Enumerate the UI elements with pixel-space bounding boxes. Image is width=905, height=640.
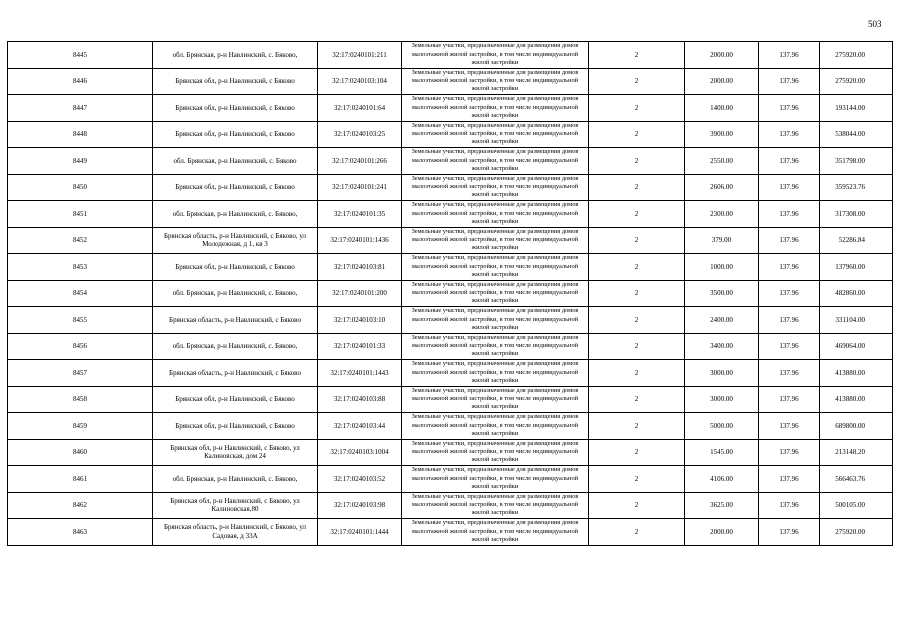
address-cell: Брянская область, р-н Навлинский, с Бяково [153, 360, 318, 387]
land-use-cell: Земельные участки, предназначенные для размещения домов малоэтажной жилой застройки, в том числе индивидуальной жилой застройки [402, 413, 589, 440]
group-number-cell: 2 [589, 280, 685, 307]
cadastral-cost-cell: 52286.84 [820, 227, 893, 254]
cadastral-cost-cell: 359523.76 [820, 174, 893, 201]
area-cell: 3000.00 [685, 360, 759, 387]
cadastral-cost-cell: 137960.00 [820, 254, 893, 281]
row-number-cell: 8459 [8, 413, 153, 440]
specific-value-cell: 137.96 [759, 280, 820, 307]
specific-value-cell: 137.96 [759, 519, 820, 546]
cadastral-number-cell: 32:17:0240103:98 [318, 492, 402, 519]
specific-value-cell: 137.96 [759, 42, 820, 69]
land-plot-registry-table [7, 41, 893, 546]
cadastral-number-cell: 32:17:0240103:104 [318, 68, 402, 95]
land-use-cell: Земельные участки, предназначенные для размещения домов малоэтажной жилой застройки, в том числе индивидуальной жилой застройки [402, 519, 589, 546]
row-number-cell: 8449 [8, 148, 153, 175]
specific-value-cell: 137.96 [759, 201, 820, 228]
row-number-cell: 8445 [8, 42, 153, 69]
specific-value-cell: 137.96 [759, 68, 820, 95]
cadastral-cost-cell: 689800.00 [820, 413, 893, 440]
table-row [8, 413, 893, 440]
group-number-cell: 2 [589, 121, 685, 148]
cadastral-number-cell: 32:17:0240101:200 [318, 280, 402, 307]
land-use-cell: Земельные участки, предназначенные для размещения домов малоэтажной жилой застройки, в том числе индивидуальной жилой застройки [402, 174, 589, 201]
area-cell: 2000.00 [685, 519, 759, 546]
cadastral-cost-cell: 500105.00 [820, 492, 893, 519]
cadastral-cost-cell: 538044.00 [820, 121, 893, 148]
group-number-cell: 2 [589, 95, 685, 122]
table-row [8, 121, 893, 148]
area-cell: 5000.00 [685, 413, 759, 440]
cadastral-cost-cell: 566463.76 [820, 466, 893, 493]
area-cell: 3900.00 [685, 121, 759, 148]
area-cell: 2400.00 [685, 307, 759, 334]
row-number-cell: 8457 [8, 360, 153, 387]
specific-value-cell: 137.96 [759, 121, 820, 148]
table-row [8, 68, 893, 95]
specific-value-cell: 137.96 [759, 439, 820, 466]
area-cell: 2550.00 [685, 148, 759, 175]
group-number-cell: 2 [589, 519, 685, 546]
table-row [8, 360, 893, 387]
land-use-cell: Земельные участки, предназначенные для размещения домов малоэтажной жилой застройки, в том числе индивидуальной жилой застройки [402, 466, 589, 493]
area-cell: 3500.00 [685, 280, 759, 307]
cadastral-number-cell: 32:17:0240101:64 [318, 95, 402, 122]
group-number-cell: 2 [589, 227, 685, 254]
row-number-cell: 8455 [8, 307, 153, 334]
area-cell: 2000.00 [685, 68, 759, 95]
table-row [8, 227, 893, 254]
cadastral-cost-cell: 193144.00 [820, 95, 893, 122]
area-cell: 2606.00 [685, 174, 759, 201]
row-number-cell: 8463 [8, 519, 153, 546]
address-cell: Брянская обл, р-н Навлинский, с Бяково [153, 413, 318, 440]
address-cell: Брянская область, р-н Навлинский, с Бяково [153, 307, 318, 334]
cadastral-cost-cell: 317308.00 [820, 201, 893, 228]
table-row [8, 439, 893, 466]
address-cell: Брянская обл, р-н Навлинский, с Бяково [153, 121, 318, 148]
group-number-cell: 2 [589, 148, 685, 175]
table-row [8, 307, 893, 334]
specific-value-cell: 137.96 [759, 360, 820, 387]
row-number-cell: 8447 [8, 95, 153, 122]
row-number-cell: 8453 [8, 254, 153, 281]
land-use-cell: Земельные участки, предназначенные для размещения домов малоэтажной жилой застройки, в том числе индивидуальной жилой застройки [402, 121, 589, 148]
group-number-cell: 2 [589, 174, 685, 201]
area-cell: 1000.00 [685, 254, 759, 281]
table-row [8, 386, 893, 413]
address-cell: обл. Брянская, р-н Навлинский, с. Бяково, [153, 280, 318, 307]
cadastral-number-cell: 32:17:0240101:1436 [318, 227, 402, 254]
land-use-cell: Земельные участки, предназначенные для размещения домов малоэтажной жилой застройки, в том числе индивидуальной жилой застройки [402, 42, 589, 69]
specific-value-cell: 137.96 [759, 386, 820, 413]
page-number: 503 [868, 19, 882, 29]
cadastral-cost-cell: 275920.00 [820, 519, 893, 546]
cadastral-number-cell: 32:17:0240101:266 [318, 148, 402, 175]
land-use-cell: Земельные участки, предназначенные для размещения домов малоэтажной жилой застройки, в том числе индивидуальной жилой застройки [402, 227, 589, 254]
land-use-cell: Земельные участки, предназначенные для размещения домов малоэтажной жилой застройки, в том числе индивидуальной жилой застройки [402, 360, 589, 387]
address-cell: Брянская область, р-н Навлинский, с Бяково, ул Молодежная, д 1, кв 3 [153, 227, 318, 254]
address-cell: Брянская обл, р-н Навлинский, с Бяково, ул Калиновская, дом 24 [153, 439, 318, 466]
area-cell: 1545.00 [685, 439, 759, 466]
cadastral-cost-cell: 331104.00 [820, 307, 893, 334]
address-cell: Брянская область, р-н Навлинский, с Бяково, ул Садовая, д 33А [153, 519, 318, 546]
land-use-cell: Земельные участки, предназначенные для размещения домов малоэтажной жилой застройки, в том числе индивидуальной жилой застройки [402, 280, 589, 307]
group-number-cell: 2 [589, 386, 685, 413]
specific-value-cell: 137.96 [759, 254, 820, 281]
cadastral-number-cell: 32:17:0240103:52 [318, 466, 402, 493]
group-number-cell: 2 [589, 333, 685, 360]
cadastral-cost-cell: 413880.00 [820, 360, 893, 387]
specific-value-cell: 137.96 [759, 95, 820, 122]
address-cell: Брянская обл, р-н Навлинский, с Бяково [153, 95, 318, 122]
cadastral-number-cell: 32:17:0240103:10 [318, 307, 402, 334]
cadastral-cost-cell: 469064.00 [820, 333, 893, 360]
cadastral-number-cell: 32:17:0240101:33 [318, 333, 402, 360]
specific-value-cell: 137.96 [759, 227, 820, 254]
cadastral-number-cell: 32:17:0240101:1444 [318, 519, 402, 546]
group-number-cell: 2 [589, 42, 685, 69]
specific-value-cell: 137.96 [759, 148, 820, 175]
land-use-cell: Земельные участки, предназначенные для размещения домов малоэтажной жилой застройки, в том числе индивидуальной жилой застройки [402, 148, 589, 175]
cadastral-cost-cell: 275920.00 [820, 42, 893, 69]
table-row [8, 148, 893, 175]
cadastral-number-cell: 32:17:0240101:241 [318, 174, 402, 201]
table-row [8, 492, 893, 519]
land-use-cell: Земельные участки, предназначенные для размещения домов малоэтажной жилой застройки, в том числе индивидуальной жилой застройки [402, 201, 589, 228]
group-number-cell: 2 [589, 68, 685, 95]
cadastral-number-cell: 32:17:0240101:211 [318, 42, 402, 69]
table-row [8, 174, 893, 201]
address-cell: Брянская обл, р-н Навлинский, с Бяково [153, 174, 318, 201]
address-cell: Брянская обл, р-н Навлинский, с Бяково [153, 68, 318, 95]
specific-value-cell: 137.96 [759, 492, 820, 519]
cadastral-number-cell: 32:17:0240101:1443 [318, 360, 402, 387]
specific-value-cell: 137.96 [759, 466, 820, 493]
address-cell: обл. Брянская, р-н Навлинский, с. Бяково, [153, 42, 318, 69]
land-use-cell: Земельные участки, предназначенные для размещения домов малоэтажной жилой застройки, в том числе индивидуальной жилой застройки [402, 95, 589, 122]
group-number-cell: 2 [589, 201, 685, 228]
group-number-cell: 2 [589, 413, 685, 440]
table-row [8, 95, 893, 122]
table-row [8, 519, 893, 546]
cadastral-cost-cell: 413880.00 [820, 386, 893, 413]
group-number-cell: 2 [589, 254, 685, 281]
table-row [8, 254, 893, 281]
area-cell: 3400.00 [685, 333, 759, 360]
land-use-cell: Земельные участки, предназначенные для размещения домов малоэтажной жилой застройки, в том числе индивидуальной жилой застройки [402, 254, 589, 281]
cadastral-number-cell: 32:17:0240103:88 [318, 386, 402, 413]
specific-value-cell: 137.96 [759, 413, 820, 440]
row-number-cell: 8456 [8, 333, 153, 360]
table-row [8, 280, 893, 307]
area-cell: 2300.00 [685, 201, 759, 228]
address-cell: обл. Брянская, р-н Навлинский, с. Бяково, [153, 201, 318, 228]
address-cell: обл. Брянская, р-н Навлинский, с. Бяково, [153, 466, 318, 493]
area-cell: 4106.00 [685, 466, 759, 493]
group-number-cell: 2 [589, 360, 685, 387]
cadastral-number-cell: 32:17:0240103:1004 [318, 439, 402, 466]
address-cell: обл. Брянская, р-н Навлинский, с. Бяково, [153, 333, 318, 360]
row-number-cell: 8454 [8, 280, 153, 307]
land-use-cell: Земельные участки, предназначенные для размещения домов малоэтажной жилой застройки, в том числе индивидуальной жилой застройки [402, 333, 589, 360]
address-cell: Брянская обл, р-н Навлинский, с Бяково, ул Калиновская,80 [153, 492, 318, 519]
registry-body [8, 42, 893, 546]
specific-value-cell: 137.96 [759, 307, 820, 334]
row-number-cell: 8452 [8, 227, 153, 254]
land-use-cell: Земельные участки, предназначенные для размещения домов малоэтажной жилой застройки, в том числе индивидуальной жилой застройки [402, 307, 589, 334]
area-cell: 3625.00 [685, 492, 759, 519]
cadastral-cost-cell: 213148.20 [820, 439, 893, 466]
row-number-cell: 8446 [8, 68, 153, 95]
cadastral-number-cell: 32:17:0240101:35 [318, 201, 402, 228]
address-cell: Брянская обл, р-н Навлинский, с Бяково [153, 254, 318, 281]
cadastral-number-cell: 32:17:0240103:44 [318, 413, 402, 440]
land-use-cell: Земельные участки, предназначенные для размещения домов малоэтажной жилой застройки, в том числе индивидуальной жилой застройки [402, 492, 589, 519]
land-use-cell: Земельные участки, предназначенные для размещения домов малоэтажной жилой застройки, в том числе индивидуальной жилой застройки [402, 68, 589, 95]
area-cell: 2000.00 [685, 42, 759, 69]
table-row [8, 333, 893, 360]
cadastral-cost-cell: 275920.00 [820, 68, 893, 95]
row-number-cell: 8458 [8, 386, 153, 413]
group-number-cell: 2 [589, 307, 685, 334]
row-number-cell: 8460 [8, 439, 153, 466]
group-number-cell: 2 [589, 466, 685, 493]
area-cell: 379.00 [685, 227, 759, 254]
group-number-cell: 2 [589, 439, 685, 466]
specific-value-cell: 137.96 [759, 174, 820, 201]
row-number-cell: 8450 [8, 174, 153, 201]
table-row [8, 466, 893, 493]
address-cell: Брянская обл, р-н Навлинский, с Бяково [153, 386, 318, 413]
row-number-cell: 8448 [8, 121, 153, 148]
land-use-cell: Земельные участки, предназначенные для размещения домов малоэтажной жилой застройки, в том числе индивидуальной жилой застройки [402, 386, 589, 413]
cadastral-number-cell: 32:17:0240103:25 [318, 121, 402, 148]
land-use-cell: Земельные участки, предназначенные для размещения домов малоэтажной жилой застройки, в том числе индивидуальной жилой застройки [402, 439, 589, 466]
address-cell: обл. Брянская, р-н Навлинский, с. Бяково [153, 148, 318, 175]
cadastral-cost-cell: 351798.00 [820, 148, 893, 175]
area-cell: 1400.00 [685, 95, 759, 122]
specific-value-cell: 137.96 [759, 333, 820, 360]
cadastral-number-cell: 32:17:0240103:81 [318, 254, 402, 281]
group-number-cell: 2 [589, 492, 685, 519]
area-cell: 3000.00 [685, 386, 759, 413]
row-number-cell: 8451 [8, 201, 153, 228]
table-row [8, 42, 893, 69]
table-row [8, 201, 893, 228]
row-number-cell: 8461 [8, 466, 153, 493]
row-number-cell: 8462 [8, 492, 153, 519]
cadastral-cost-cell: 482860.00 [820, 280, 893, 307]
